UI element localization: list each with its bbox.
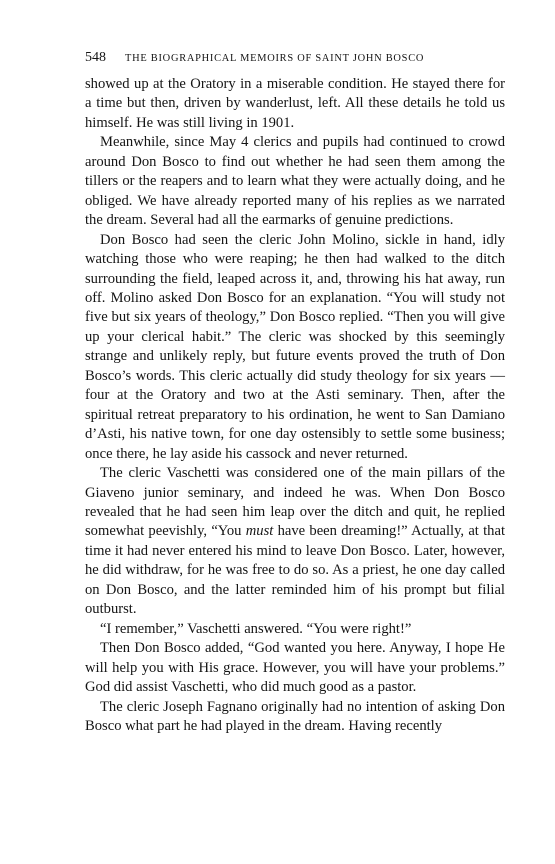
paragraph-vaschetti (85, 464, 505, 620)
running-head: THE BIOGRAPHICAL MEMOIRS OF SAINT JOHN BOSCO (125, 53, 425, 64)
page-number: 548 (85, 50, 106, 65)
paragraph-meanwhile: Meanwhile, since May 4 clerics and pupils had continued to crowd around Don Bosco to find out whether he had seen them among the tillers or the reapers and to learn what they were actually doing, and he obliged. We have already reported many of his replies as we narrated the dream. Several had all the earmarks of genuine predictions. (85, 134, 505, 229)
paragraph-fagnano: The cleric Joseph Fagnano originally had no intention of asking Don Bosco what part he had played in the dream. Having recently (85, 698, 505, 734)
body-text (85, 75, 505, 736)
paragraph-vaschetti-part1: The cleric Vaschetti was considered one of the main pillars of the Giaveno junior seminary, and indeed he was. When Don Bosco revealed that he had seen him leap over the ditch and quit, he replied somewhat peevishly, “You (85, 465, 505, 540)
paragraph-god-wanted: Then Don Bosco added, “God wanted you here. Anyway, I hope He will help you with His grace. However, you will have your problems.” God did assist Vaschetti, who did much good as a pastor. (85, 640, 505, 696)
paragraph-continuation: showed up at the Oratory in a miserable condition. He stayed there for a time but then, driven by wanderlust, left. All these details he told us himself. He was still living in 1901. (85, 76, 505, 131)
book-page (85, 50, 505, 736)
paragraph-remember: “I remember,” Vaschetti answered. “You were right!” (100, 620, 412, 637)
paragraph-molino: Don Bosco had seen the cleric John Molino, sickle in hand, idly watching those who were reaping; he then had walked to the ditch surrounding the field, leaped across it, and, throwing his hat away, run off. Molino asked Don Bosco for an explanation. “You will study not five but six years of theology,” Don Bosco replied. “Then you will give up your clerical habit.” The cleric was shocked by this seemingly strange and unlikely reply, but future events proved the truth of Don Bosco’s words. This cleric actually did study theology for six years — four at the Oratory and two at the Asti seminary. Then, after the spiritual retreat preparatory to his ordination, he went to San Damiano d’Asti, his native town, for one day ostensibly to settle some business; once there, he lay aside his cassock and never returned. (85, 231, 505, 462)
emphasized-word: must (245, 523, 274, 540)
paragraph-vaschetti-part2: have been dreaming!” Actually, at that time it had never entered his mind to leave Don Bosco. Later, however, he did withdraw, for he was free to do so. As a priest, he one day called on Don Bosco, and the latter reminded him of his prompt but filial outburst. (85, 523, 506, 618)
page-header (85, 50, 505, 72)
